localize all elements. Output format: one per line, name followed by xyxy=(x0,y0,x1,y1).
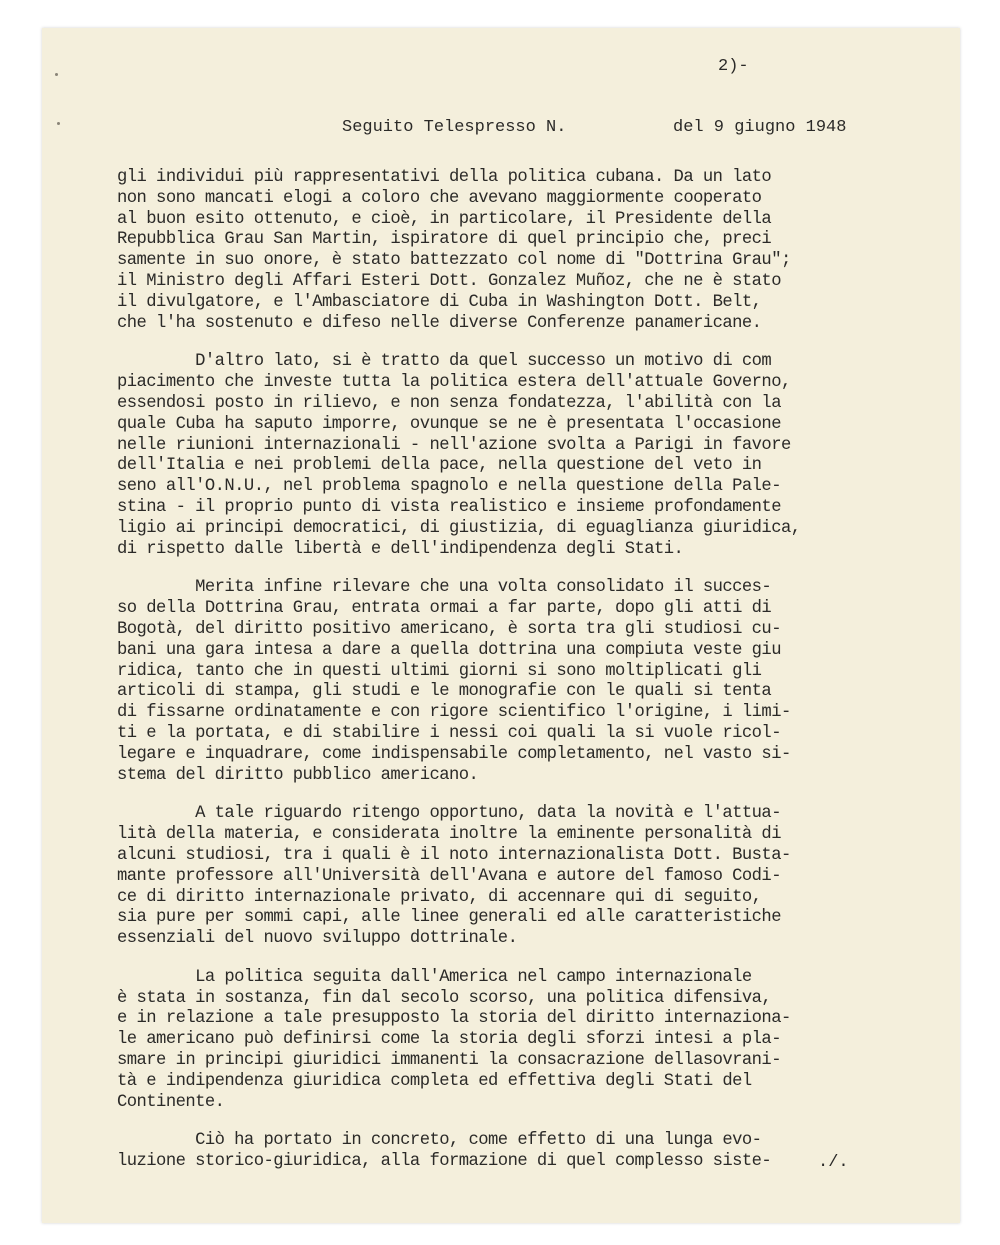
text-line: di rispetto dalle libertà e dell'indipendenza degli Stati. xyxy=(117,539,684,559)
text-line: e in relazione a tale presupposto la storia del diritto internaziona- xyxy=(117,1009,791,1029)
text-line: ti e la portata, e di stabilire i nessi coi quali la si vuole ricol- xyxy=(117,723,781,743)
paragraph-gap xyxy=(117,1113,907,1131)
text-line: nelle riunioni internazionali - nell'azione svolta a Parigi in favore xyxy=(117,435,791,455)
paragraph xyxy=(117,1131,907,1173)
paragraph xyxy=(117,168,907,334)
text-line: Ciò ha portato in concreto, come effetto di una lunga evo- xyxy=(117,1131,762,1151)
text-line: il divulgatore, e l'Ambasciatore di Cuba in Washington Dott. Belt, xyxy=(117,292,762,312)
text-line: dell'Italia e nei problemi della pace, nella questione del veto in xyxy=(117,456,762,476)
punch-mark xyxy=(57,122,60,125)
text-line: seno all'O.N.U., nel problema spagnolo e nella questione della Pale- xyxy=(117,477,781,497)
text-line: La politica seguita dall'America nel campo internazionale xyxy=(117,967,752,987)
text-line: al buon esito ottenuto, e cioè, in particolare, il Presidente della xyxy=(117,209,772,229)
text-line: non sono mancati elogi a coloro che avevano maggiormente cooperato xyxy=(117,188,762,208)
text-line: è stata in sostanza, fin dal secolo scorso, una politica difensiva, xyxy=(117,988,772,1008)
paragraph xyxy=(117,352,907,560)
continuation-mark: ./. xyxy=(818,1153,849,1172)
text-line: il Ministro degli Affari Esteri Dott. Gonzalez Muñoz, che ne è stato xyxy=(117,271,781,291)
text-line: gli individui più rappresentativi della politica cubana. Da un lato xyxy=(117,168,772,187)
text-line: tà e indipendenza giuridica completa ed effettiva degli Stati del xyxy=(117,1071,752,1091)
telespresso-reference: Seguito Telespresso N. xyxy=(342,118,567,137)
text-line: sia pure per sommi capi, alle linee generali ed alle caratteristiche xyxy=(117,908,781,928)
text-line: articoli di stampa, gli studi e le monografie con le quali si tenta xyxy=(117,682,772,702)
text-line: legare e inquadrare, come indispensabile completamento, nel vasto si- xyxy=(117,744,791,764)
text-line: le americano può definirsi come la storia degli sforzi intesi a pla- xyxy=(117,1030,781,1050)
text-line: D'altro lato, si è tratto da quel successo un motivo di com xyxy=(117,352,772,372)
text-line: so della Dottrina Grau, entrata ormai a far parte, dopo gli atti di xyxy=(117,599,772,619)
page-number: 2)- xyxy=(718,57,749,76)
text-line: Merita infine rilevare che una volta consolidato il succes- xyxy=(117,578,772,598)
paragraph xyxy=(117,968,907,1114)
text-line: Continente. xyxy=(117,1092,225,1112)
text-line: A tale riguardo ritengo opportuno, data la novità e l'attua- xyxy=(117,804,781,824)
text-line: essenziali del nuovo sviluppo dottrinale. xyxy=(117,929,518,949)
text-line: che l'ha sostenuto e difeso nelle diverse Conferenze panamericane. xyxy=(117,313,762,333)
text-line: piacimento che investe tutta la politica estera dell'attuale Governo, xyxy=(117,373,791,393)
punch-mark xyxy=(55,73,58,76)
text-line: Bogotà, del diritto positivo americano, è sorta tra gli studiosi cu- xyxy=(117,619,781,639)
text-line: ce di diritto internazionale privato, di accennare qui di seguito, xyxy=(117,887,762,907)
paragraph xyxy=(117,804,907,950)
text-line: luzione storico-giuridica, alla formazione di quel complesso siste- xyxy=(117,1152,772,1172)
paragraph xyxy=(117,578,907,786)
text-line: Repubblica Grau San Martin, ispiratore di quel principio che, preci xyxy=(117,230,772,250)
text-line: stema del diritto pubblico americano. xyxy=(117,765,479,785)
text-line: lità della materia, e considerata inoltre la eminente personalità di xyxy=(117,825,781,845)
telespresso-date: del 9 giugno 1948 xyxy=(673,118,847,137)
text-line: mante professore all'Università dell'Avana e autore del famoso Codi- xyxy=(117,866,781,886)
text-line: samente in suo onore, è stato battezzato col nome di "Dottrina Grau"; xyxy=(117,251,791,271)
paragraph-gap xyxy=(117,560,907,578)
text-line: di fissarne ordinatamente e con rigore scientifico l'origine, i limi- xyxy=(117,703,791,723)
text-line: quale Cuba ha saputo imporre, ovunque se ne è presentata l'occasione xyxy=(117,414,781,434)
paragraph-gap xyxy=(117,334,907,352)
paragraph-gap xyxy=(117,786,907,804)
letter-body xyxy=(117,168,907,1173)
text-line: ridica, tanto che in questi ultimi giorni si sono moltiplicati gli xyxy=(117,661,762,681)
text-line: bani una gara intesa a dare a quella dottrina una compiuta veste giu xyxy=(117,640,781,660)
text-line: smare in principi giuridici immanenti la consacrazione dellasovrani- xyxy=(117,1051,781,1071)
text-line: essendosi posto in rilievo, e non senza fondatezza, l'abilità con la xyxy=(117,393,781,413)
text-line: stina - il proprio punto di vista realistico e insieme profondamente xyxy=(117,497,781,517)
text-line: alcuni studiosi, tra i quali è il noto internazionalista Dott. Busta- xyxy=(117,845,791,865)
paragraph-gap xyxy=(117,950,907,968)
text-line: ligio ai principi democratici, di giustizia, di eguaglianza giuridica, xyxy=(117,518,801,538)
